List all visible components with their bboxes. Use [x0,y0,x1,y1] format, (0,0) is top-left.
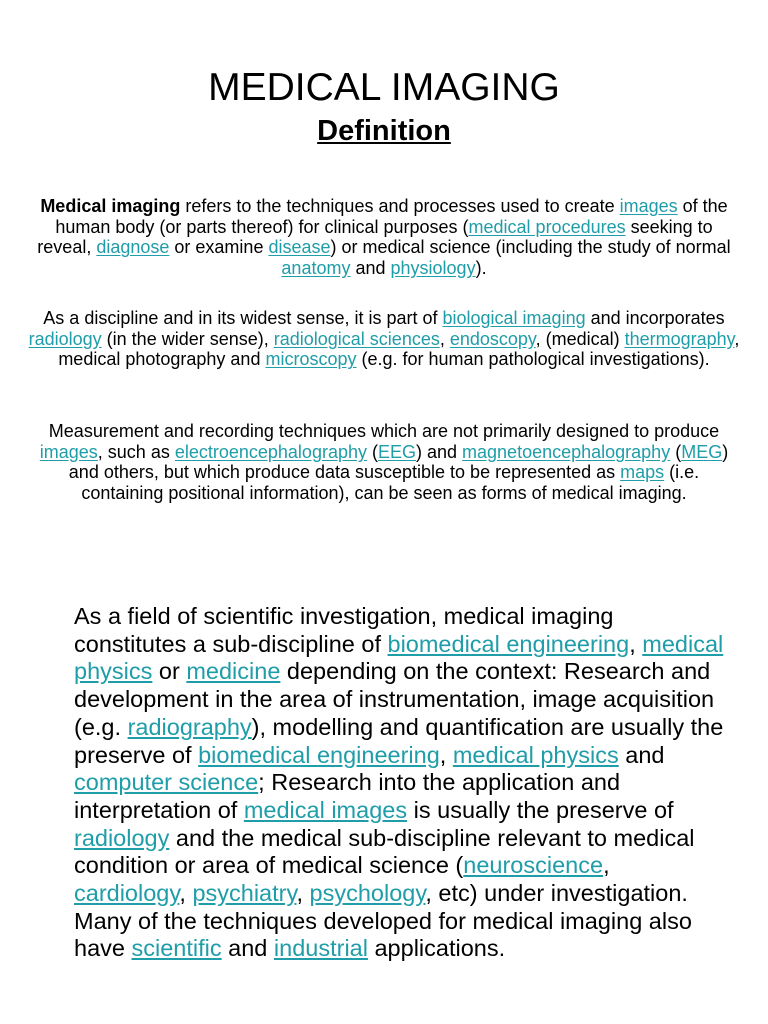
text-run: ) or medical science (including the study of normal [330,237,731,258]
text-run: , [603,852,610,879]
link-maps[interactable]: maps [620,462,665,483]
link-anatomy[interactable]: anatomy [281,257,351,278]
text-run: , [439,741,453,768]
link-psychiatry[interactable]: psychiatry [192,880,297,907]
text-run: , such as [97,441,175,462]
paragraph-definition [26,196,742,278]
link-electroencephalography[interactable]: electroencephalography [174,441,367,462]
paragraph-measurement [26,421,742,503]
text-run: , medical photography and [58,328,740,370]
text-run: , [179,880,193,907]
text-run: seeking to reveal, [37,216,713,258]
text-run: , etc) under investigation. Many of the techniques developed for medical imaging also have [74,880,692,962]
link-images[interactable]: images [619,196,678,216]
link-eeg[interactable]: EEG [377,441,416,462]
bold-term: Medical imaging [40,196,181,216]
link-radiography[interactable]: radiography [127,713,252,740]
link-physiology[interactable]: physiology [390,257,476,278]
text-run: and the medical sub-discipline relevant to medical condition or area of medical science ( [74,824,695,879]
text-run: As a discipline and in its widest sense, it is part of [43,308,443,328]
link-medical-procedures[interactable]: medical procedures [468,216,626,237]
link-thermography[interactable]: thermography [624,328,735,349]
text-run: and [350,257,391,278]
link-medical-physics[interactable]: medical physics [452,741,619,768]
text-run: ; Research into the application and interpretation of [74,769,621,823]
paragraph-field-of-investigation [74,603,724,963]
text-run: ) and [416,441,463,462]
link-cardiology[interactable]: cardiology [74,880,180,907]
text-run: and incorporates [585,308,725,328]
link-microscopy[interactable]: microscopy [265,349,357,370]
text-run: ( [366,441,378,462]
text-run: or [152,658,187,685]
link-disease[interactable]: disease [268,237,331,258]
link-computer-science[interactable]: computer science [74,769,259,796]
text-run: of the human body (or parts thereof) for clinical purposes ( [55,196,728,237]
text-run: , (medical) [535,328,625,349]
link-radiology[interactable]: radiology [28,328,102,349]
section-heading-definition: Definition [317,115,451,147]
text-run: As a field of scientific investigation, medical imaging constitutes a sub-discipline of [74,603,614,657]
text-run: , [296,880,310,907]
page-title: MEDICAL IMAGING [208,66,560,109]
link-psychology[interactable]: psychology [309,880,426,907]
text-run: or examine [169,237,269,258]
link-radiology[interactable]: radiology [74,824,170,851]
text-run: is usually the preserve of [407,796,674,823]
link-medical-images[interactable]: medical images [243,796,408,823]
link-scientific[interactable]: scientific [131,935,222,962]
link-images[interactable]: images [39,441,98,462]
text-run: , [439,328,450,349]
link-medicine[interactable]: medicine [186,658,281,685]
text-run: ), modelling and quantification are usually the preserve of [74,713,724,768]
text-run: (i.e. containing positional information), can be seen as forms of medical imaging. [81,462,700,503]
text-run: and [618,741,665,768]
text-run: , [629,630,643,657]
link-diagnose[interactable]: diagnose [96,237,170,258]
link-meg[interactable]: MEG [681,441,723,462]
link-radiological-sciences[interactable]: radiological sciences [273,328,440,349]
text-run: refers to the techniques and processes used to create [180,196,620,216]
text-run: ). [475,257,487,278]
text-run: depending on the context: Research and development in the area of instrumentation, image acquisition (e.g. [74,658,715,740]
text-run: (e.g. for human pathological investigations). [356,349,710,370]
link-magnetoencephalography[interactable]: magnetoencephalography [462,441,671,462]
text-run: and [221,935,274,962]
link-biomedical-engineering[interactable]: biomedical engineering [198,741,440,768]
paragraph-discipline [26,308,742,370]
text-run: ( [670,441,682,462]
link-biological-imaging[interactable]: biological imaging [442,308,586,328]
text-run: (in the wider sense), [101,328,274,349]
link-neuroscience[interactable]: neuroscience [463,852,604,879]
link-endoscopy[interactable]: endoscopy [449,328,536,349]
link-biomedical-engineering[interactable]: biomedical engineering [387,630,630,657]
link-industrial[interactable]: industrial [273,935,368,962]
link-medical-physics[interactable]: medical physics [74,630,724,685]
text-run: applications. [367,935,506,962]
text-run: Measurement and recording techniques which are not primarily designed to produce [48,421,720,441]
text-run: ) and others, but which produce data susceptible to be represented as [68,441,729,483]
